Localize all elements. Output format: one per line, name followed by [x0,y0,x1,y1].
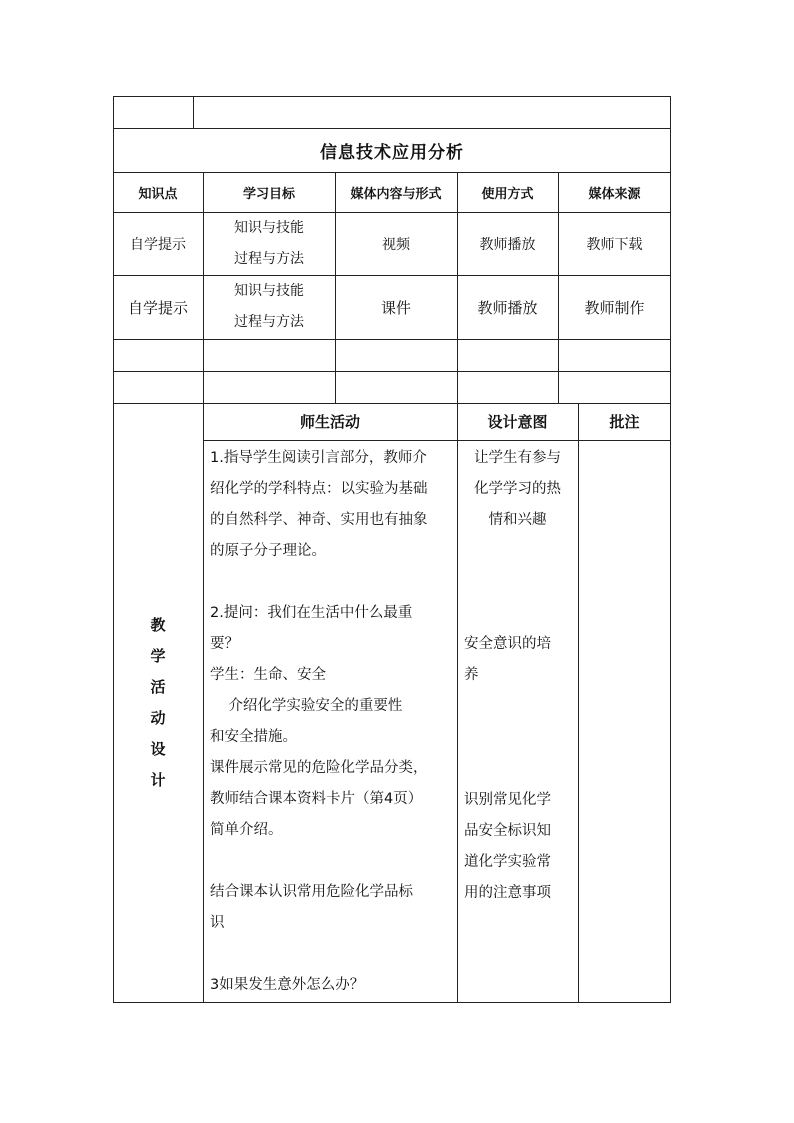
row2-media: 课件 [380,298,411,317]
activity-line: 结合课本认识常用危险化学品标 [210,884,413,900]
row1-usage: 教师播放 [479,236,536,253]
intent-line: 识别常见化学 [464,792,551,808]
activity-line: 的自然科学、神奇、实用也有抽象 [210,512,428,528]
activity-line: 教师结合课本资料卡片（第4页） [210,791,423,807]
activity-line: 学生：生命、安全 [210,667,326,683]
notes-col-divider [578,403,579,1003]
intent-line: 品安全标识知 [464,823,551,839]
header-usage: 使用方式 [481,186,534,202]
activity-line: 绍化学的学科特点：以实验为基础 [210,481,428,497]
activity-line [210,846,453,877]
activity-line: 2.提问：我们在生活中什么最重 [210,605,413,621]
activity-line: 课件展示常见的危险化学品分类， [210,760,428,776]
row2-goal-2: 过程与方法 [234,314,304,330]
header-teacher-student-activity: 师生活动 [299,413,360,431]
row3-bottom-line [113,371,671,372]
intent-line: 让学生有参与 [474,450,561,466]
side-char-2: 学 [150,647,166,665]
header-design-intent: 设计意图 [487,413,548,431]
activity-header-bottom-line [203,440,671,441]
row1-source: 教师下载 [586,236,643,253]
row2-source: 教师制作 [584,298,645,317]
activity-line: 3如果发生意外怎么办？ [210,977,365,993]
intent-block-1 [459,443,576,536]
row2-usage: 教师播放 [477,298,538,317]
row1-goals [203,212,335,275]
intent-line: 情和兴趣 [488,512,547,528]
activity-line: 要？ [210,636,239,652]
header-media: 媒体内容与形式 [350,186,442,202]
side-char-4: 动 [150,709,166,727]
activity-line: 和安全措施。 [210,729,297,745]
top-row-divider [193,96,194,128]
row1-goal-2: 过程与方法 [234,250,304,267]
section-title: 信息技术应用分析 [320,142,464,163]
side-char-6: 计 [150,771,166,789]
row1-goal-1: 知识与技能 [234,219,304,236]
side-char-1: 教 [150,616,166,634]
activity-body [210,443,453,1001]
header-source: 媒体来源 [588,186,641,202]
activity-line: 的原子分子理论。 [210,543,326,559]
intent-line: 化学学习的热 [474,481,561,497]
intent-block-3 [464,785,576,909]
activity-line: 1.指导学生阅读引言部分，教师介 [210,450,427,466]
activity-line [210,567,453,598]
intent-line: 养 [464,667,479,683]
header-goals: 学习目标 [242,186,295,202]
header-notes: 批注 [609,413,640,431]
activity-line: 简单介绍。 [210,822,283,838]
intent-line: 道化学实验常 [464,854,551,870]
intent-block-2 [464,629,576,691]
row2-goals [203,275,335,339]
row2-goal-1: 知识与技能 [234,283,304,299]
teaching-activity-design-label [113,608,203,798]
activity-line: 介绍化学实验安全的重要性 [210,698,403,714]
side-char-5: 设 [150,740,166,758]
activity-line [210,939,453,970]
side-char-3: 活 [150,678,166,696]
row1-media: 视频 [382,236,410,253]
row1-knowledge: 自学提示 [130,236,186,253]
intent-line: 安全意识的培 [464,636,551,652]
header-knowledge: 知识点 [138,186,178,202]
row2-knowledge: 自学提示 [127,298,188,317]
intent-line: 用的注意事项 [464,885,551,901]
row2-bottom-line [113,339,671,340]
activity-line: 识 [210,915,225,931]
